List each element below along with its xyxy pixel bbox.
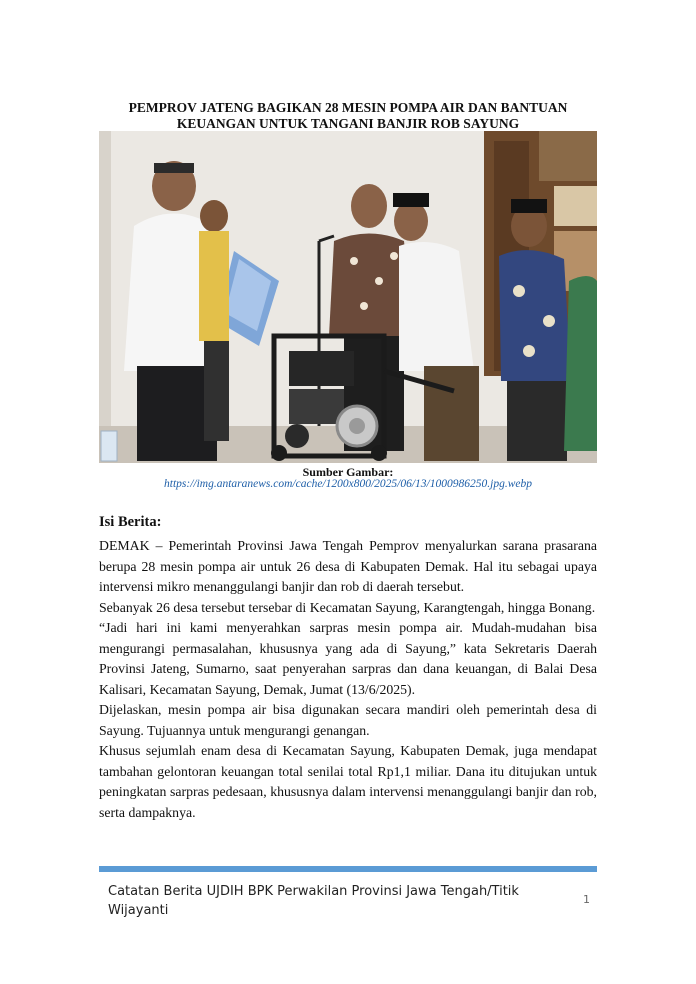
article-body — [99, 536, 597, 823]
article-title-line-1: PEMPROV JATENG BAGIKAN 28 MESIN POMPA AIR DAN BANTUAN — [128, 100, 568, 115]
paragraph: Khusus sejumlah enam desa di Kecamatan Sayung, Kabupaten Demak, juga mendapat tambahan gelontoran keuangan total senilai total Rp1,1 miliar. Dana itu ditujukan untuk peningkatan sarpras pedesaan, khususnya dalam intervensi menanggulangi banjir dan rob, serta dampaknya. — [99, 743, 597, 820]
paragraph: DEMAK – Pemerintah Provinsi Jawa Tengah Pemprov menyalurkan sarana prasarana berupa 28 mesin pompa air untuk 26 desa di Kabupaten Demak. Hal itu sebagai upaya intervensi mikro menanggulangi banjir dan rob di daerah tersebut. — [99, 538, 597, 594]
content-heading: Isi Berita: — [99, 514, 162, 530]
image-source-link[interactable]: https://img.antaranews.com/cache/1200x800/2025/06/13/1000986250.jpg.webp — [164, 478, 532, 490]
paragraph: Sebanyak 26 desa tersebut tersebar di Kecamatan Sayung, Karangtengah, hingga Bonang. — [99, 599, 596, 615]
footer-note: Catatan Berita UJDIH BPK Perwakilan Provinsi Jawa Tengah/Titik Wijayanti — [108, 884, 519, 918]
article-title — [99, 100, 597, 132]
paragraph: Dijelaskan, mesin pompa air bisa digunakan secara mandiri oleh pemerintah desa di Sayung. Tujuannya untuk mengurangi genangan. — [99, 702, 597, 738]
image-caption-label: Sumber Gambar: — [302, 465, 394, 479]
footer-divider — [99, 866, 597, 872]
page-number: 1 — [583, 893, 590, 906]
news-photo — [99, 131, 597, 463]
paragraph: “Jadi hari ini kami menyerahkan sarpras mesin pompa air. Mudah-mudahan bisa mengurangi permasalahan, khususnya yang ada di Sayung,” kata Sekretaris Daerah Provinsi Jateng, Sumarno, saat penyerahan sarpras dan dana keuangan, di Balai Desa Kalisari, Kecamatan Sayung, Demak, Jumat (13/6/2025). — [99, 620, 597, 697]
article-title-line-2: KEUANGAN UNTUK TANGANI BANJIR ROB SAYUNG — [176, 116, 520, 131]
news-photo-illustration — [99, 131, 597, 463]
